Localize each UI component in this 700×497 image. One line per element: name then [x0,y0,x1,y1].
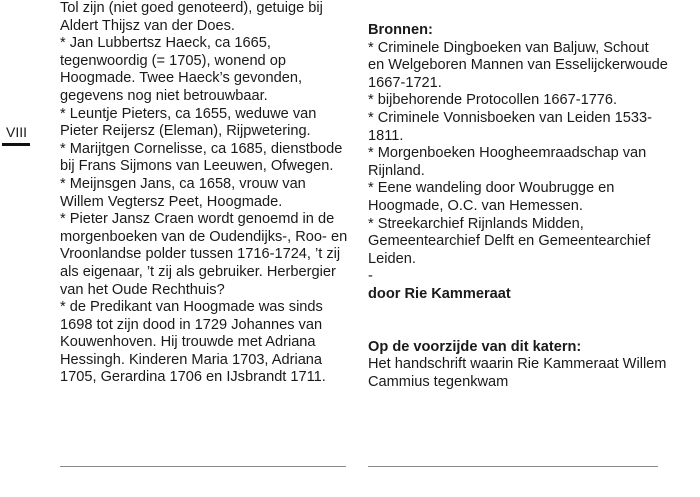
left-paragraph: * Marijtgen Cornelisse, ca 1685, dienstbode bij Frans Sijmons van Leeuwen, Ofwegen. [60,140,343,175]
cover-text: Het handschrift waarin Rie Kammeraat Willem Cammius tegenkwam [368,356,667,390]
source-item: * Morgenboeken Hoogheemraadschap van Rijnland. [368,145,647,179]
page-marker [2,124,38,146]
left-paragraph: * Meijnsgen Jans, ca 1658, vrouw van Willem Vegtersz Peet, Hoogmade. [60,175,306,210]
cover-heading: Op de voorzijde van dit katern: [368,338,582,355]
footer-rule-left [60,466,346,467]
left-paragraph: Tol zijn (niet goed genoteerd), getuige bij Aldert Thijsz van der Does. [60,0,323,34]
left-paragraph: * Pieter Jansz Craen wordt genoemd in de morgenboeken van de Oudendijks-, Roo- en Vroonlandse polder tussen 1716-1724, ’t zij als eigenaar, ’t zij als gebruiker. Herbergier van het Oude Rechthuis? [60,211,348,298]
left-column [60,0,352,387]
left-paragraph: * Jan Lubbertsz Haeck, ca 1665, tegenwoordig (= 1705), wonend op Hoogmade. Twee Haeck’s gevonden, gegevens nog niet betrouwbaar. [60,35,303,104]
source-item: * Criminele Dingboeken van Baljuw, Schout en Welgeboren Mannen van Esselijckerwoude 1667-1721. [368,39,668,91]
source-item: * Eene wandeling door Woubrugge en Hoogmade, O.C. van Hemessen. [368,180,615,214]
spacer [368,304,668,339]
sources-heading: Bronnen: [368,22,433,38]
page-marker-bar [2,143,30,146]
author-credit: door Rie Kammeraat [368,285,511,302]
source-item: * bijbehorende Protocollen 1667-1776. [368,92,618,109]
page-number: VIII [6,124,28,140]
left-paragraph: * Leuntje Pieters, ca 1655, weduwe van Pieter Reijersz (Eleman), Rijpwetering. [60,105,317,140]
footer-rule-right [368,466,658,467]
dash-separator: - [368,268,373,285]
right-column [368,22,668,391]
source-item: * Streekarchief Rijnlands Midden, Gemeentearchief Delft en Gemeentearchief Leiden. [368,215,651,267]
left-paragraph: * de Predikant van Hoogmade was sinds 1698 tot zijn dood in 1729 Johannes van Kouwenhoven. Hij trouwde met Adriana Hessingh. Kinderen Maria 1703, Adriana 1705, Gerardina 1706 en IJsbrandt 1711. [60,299,326,386]
source-item: * Criminele Vonnisboeken van Leiden 1533-1811. [368,109,652,144]
